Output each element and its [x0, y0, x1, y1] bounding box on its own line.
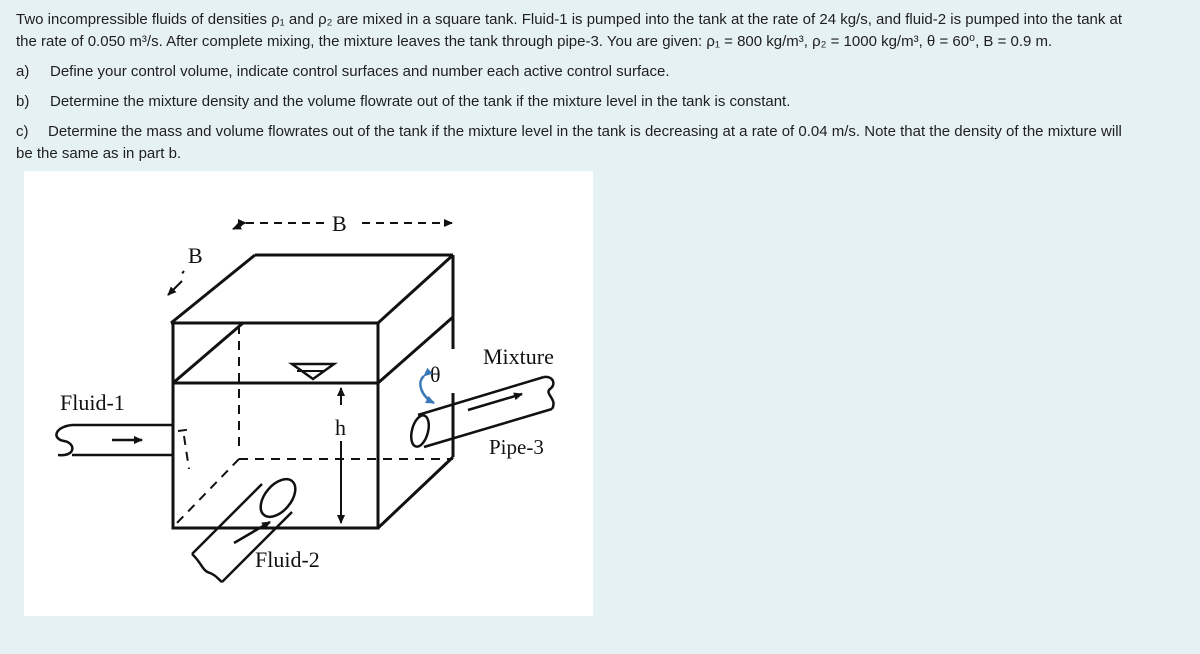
part-b-label: b) — [16, 93, 30, 110]
problem-intro — [16, 9, 1186, 53]
intro-line-2: the rate of 0.050 m³/s. After complete mixing, the mixture leaves the tank through pipe-3. You are given: ρ₁ = 800 kg/m³, ρ₂ = 1000 kg/m³, θ = 60⁰, B = 0.9 m. — [16, 33, 1053, 50]
part-b — [16, 91, 1186, 113]
part-a — [16, 61, 1186, 83]
problem-statement — [16, 9, 1186, 165]
tank-figure — [24, 171, 593, 616]
part-c — [16, 121, 1186, 165]
tank-diagram — [24, 171, 593, 616]
label-b-side: B — [188, 243, 203, 268]
label-pipe-3: Pipe-3 — [489, 435, 544, 459]
dimension-b-side — [168, 271, 184, 295]
tank-body — [171, 255, 453, 528]
part-a-label: a) — [16, 63, 30, 80]
part-c-label: c) — [16, 123, 29, 140]
label-b-top: B — [332, 211, 347, 236]
fluid-1-inlet-pipe — [56, 425, 173, 455]
part-c-text-line-1: Determine the mass and volume flowrates out of the tank if the mixture level in the tank is decreasing at a rate of 0.04 m/s. Note that the density of the mixture will — [48, 123, 1122, 140]
intro-line-1: Two incompressible fluids of densities ρ₁ and ρ₂ are mixed in a square tank. Fluid-1 is pumped into the tank at the rate of 24 kg/s, and fluid-2 is pumped into the tank at — [16, 11, 1123, 28]
label-fluid-1: Fluid-1 — [60, 390, 125, 415]
label-theta: θ — [430, 362, 441, 387]
label-mixture: Mixture — [483, 344, 554, 369]
part-a-text: Define your control volume, indicate control surfaces and number each active control surface. — [50, 63, 670, 80]
label-h: h — [335, 415, 346, 440]
part-b-text: Determine the mixture density and the volume flowrate out of the tank if the mixture level in the tank is constant. — [50, 93, 791, 110]
label-fluid-2: Fluid-2 — [255, 547, 320, 572]
part-c-text-line-2: be the same as in part b. — [16, 145, 182, 162]
